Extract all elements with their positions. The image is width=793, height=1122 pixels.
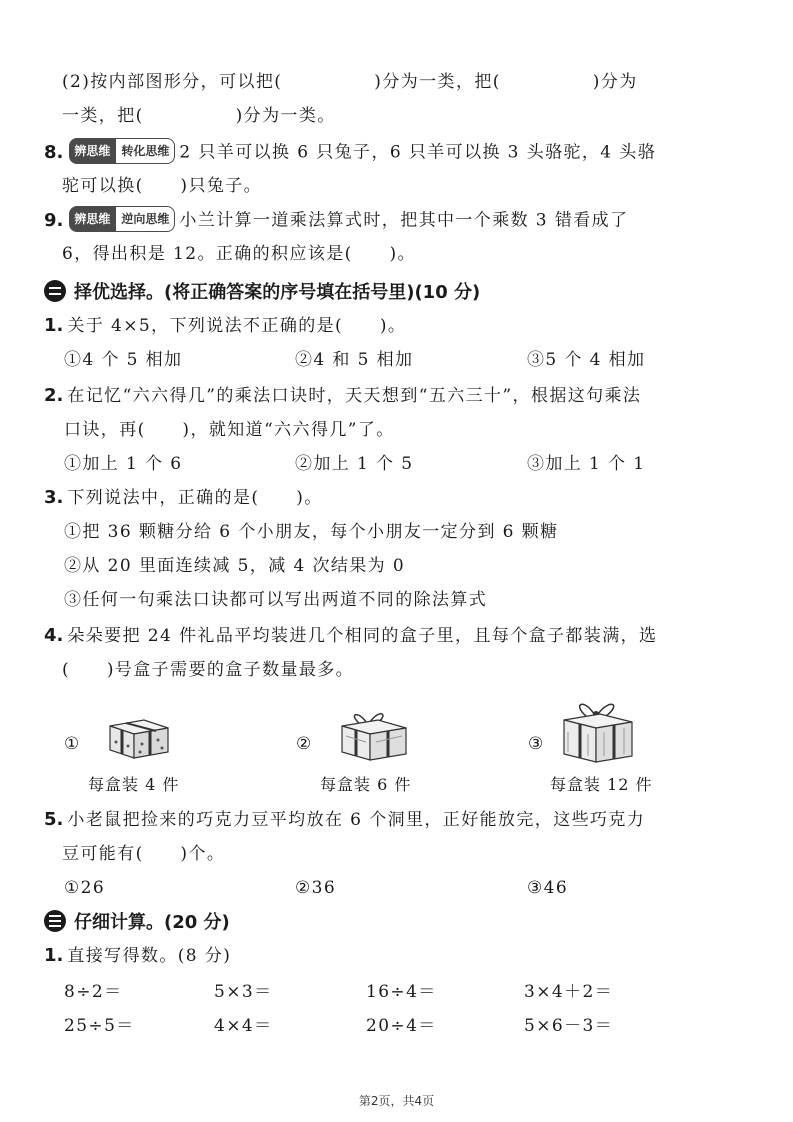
expression: 8÷2＝ <box>64 982 123 1002</box>
choice-question-5-line2: 豆可能有( )个。 <box>62 844 226 864</box>
option-a: ①把 36 颗糖分给 6 个小朋友，每个小朋友一定分到 6 颗糖 <box>64 522 559 542</box>
thinking-tag <box>69 138 175 164</box>
question-text: 在记忆“六六得几”的乘法口诀时，天天想到“五六三十”，根据这句乘法 <box>67 386 642 406</box>
question-text: 关于 4×5，下列说法不正确的是( )。 <box>67 316 407 336</box>
option-c: ③5 个 4 相加 <box>527 350 646 370</box>
question-number: 2. <box>44 385 64 406</box>
gift-box-medium-icon <box>336 708 412 764</box>
option-c: ③加上 1 个 1 <box>527 454 646 474</box>
question-number: 1. <box>44 315 64 336</box>
question-text: 2 只羊可以换 6 只兔子，6 只羊可以换 3 头骆驼，4 头骆 <box>179 142 657 163</box>
option-b: ②从 20 里面连续减 5，减 4 次结果为 0 <box>64 556 406 576</box>
expression: 3×4＋2＝ <box>524 982 614 1002</box>
option-c: ③46 <box>527 878 569 898</box>
option-a: ①26 <box>64 878 106 898</box>
option-a: ①加上 1 个 6 <box>64 454 183 474</box>
choice-question-2 <box>44 384 641 408</box>
tag-label-type: 转化思维 <box>115 138 175 164</box>
option-b: ②4 和 5 相加 <box>295 350 414 370</box>
tag-label-bian: 辨思维 <box>69 206 115 232</box>
section-three-icon <box>44 910 66 932</box>
question-text: 直接写得数。(8 分) <box>67 946 232 966</box>
expression: 20÷4＝ <box>366 1016 437 1036</box>
choice-question-1 <box>44 314 406 338</box>
question-text: 小老鼠把捡来的巧克力豆平均放在 6 个洞里，正好能放完，这些巧克力 <box>67 810 646 830</box>
option-b: ②36 <box>295 878 337 898</box>
q7-part2-line1: (2)按内部图形分，可以把( )分为一类，把( )分为 <box>62 72 638 92</box>
section-two-icon <box>44 280 66 302</box>
section-2-heading <box>44 278 480 304</box>
question-text: 下列说法中，正确的是( )。 <box>67 488 323 508</box>
question-number: 9. <box>44 209 64 231</box>
box-3-mark: ③ <box>528 734 545 754</box>
question-text: 小兰计算一道乘法算式时，把其中一个乘数 3 错看成了 <box>179 210 629 231</box>
question-number: 5. <box>44 809 64 830</box>
tag-label-bian: 辨思维 <box>69 138 115 164</box>
thinking-tag <box>69 206 175 232</box>
option-c: ③任何一句乘法口诀都可以写出两道不同的除法算式 <box>64 590 488 610</box>
expression: 4×4＝ <box>214 1016 273 1036</box>
question-8-line2: 驼可以换( )只兔子。 <box>62 176 263 196</box>
choice-question-3 <box>44 486 323 510</box>
expression: 25÷5＝ <box>64 1016 135 1036</box>
gift-box-large-icon <box>560 696 636 766</box>
question-9-line2: 6，得出积是 12。正确的积应该是( )。 <box>62 244 416 264</box>
box-2-caption: 每盒装 6 件 <box>320 775 412 794</box>
question-number: 4. <box>44 625 64 646</box>
expression: 16÷4＝ <box>366 982 437 1002</box>
question-text: 朵朵要把 24 件礼品平均装进几个相同的盒子里，且每个盒子都装满，选 <box>67 626 658 646</box>
box-1-caption: 每盒装 4 件 <box>88 775 180 794</box>
box-1-mark: ① <box>64 734 81 754</box>
calc-question-1 <box>44 944 231 968</box>
section-3-title: 仔细计算。(20 分) <box>74 912 230 933</box>
option-b: ②加上 1 个 5 <box>295 454 414 474</box>
tag-label-type: 逆向思维 <box>115 206 175 232</box>
q7-part2-line2: 一类，把( )分为一类。 <box>62 106 336 126</box>
expression: 5×6－3＝ <box>524 1016 614 1036</box>
question-number: 8. <box>44 141 64 163</box>
choice-question-5 <box>44 808 645 832</box>
question-number: 1. <box>44 945 64 966</box>
expression: 5×3＝ <box>214 982 273 1002</box>
question-9 <box>44 208 628 234</box>
choice-question-4 <box>44 624 657 648</box>
question-number: 3. <box>44 487 64 508</box>
choice-question-2-line2: 口诀，再( )，就知道“六六得几”了。 <box>64 420 395 440</box>
choice-question-4-line2: ( )号盒子需要的盒子数量最多。 <box>62 660 355 680</box>
box-3-caption: 每盒装 12 件 <box>550 775 653 794</box>
section-3-heading <box>44 908 230 934</box>
box-2-mark: ② <box>296 734 313 754</box>
section-2-title: 择优选择。(将正确答案的序号填在括号里)(10 分) <box>74 282 481 303</box>
question-8 <box>44 140 656 166</box>
option-a: ①4 个 5 相加 <box>64 350 183 370</box>
page-footer: 第2页，共4页 <box>358 1094 435 1108</box>
gift-box-small-icon <box>104 712 174 762</box>
